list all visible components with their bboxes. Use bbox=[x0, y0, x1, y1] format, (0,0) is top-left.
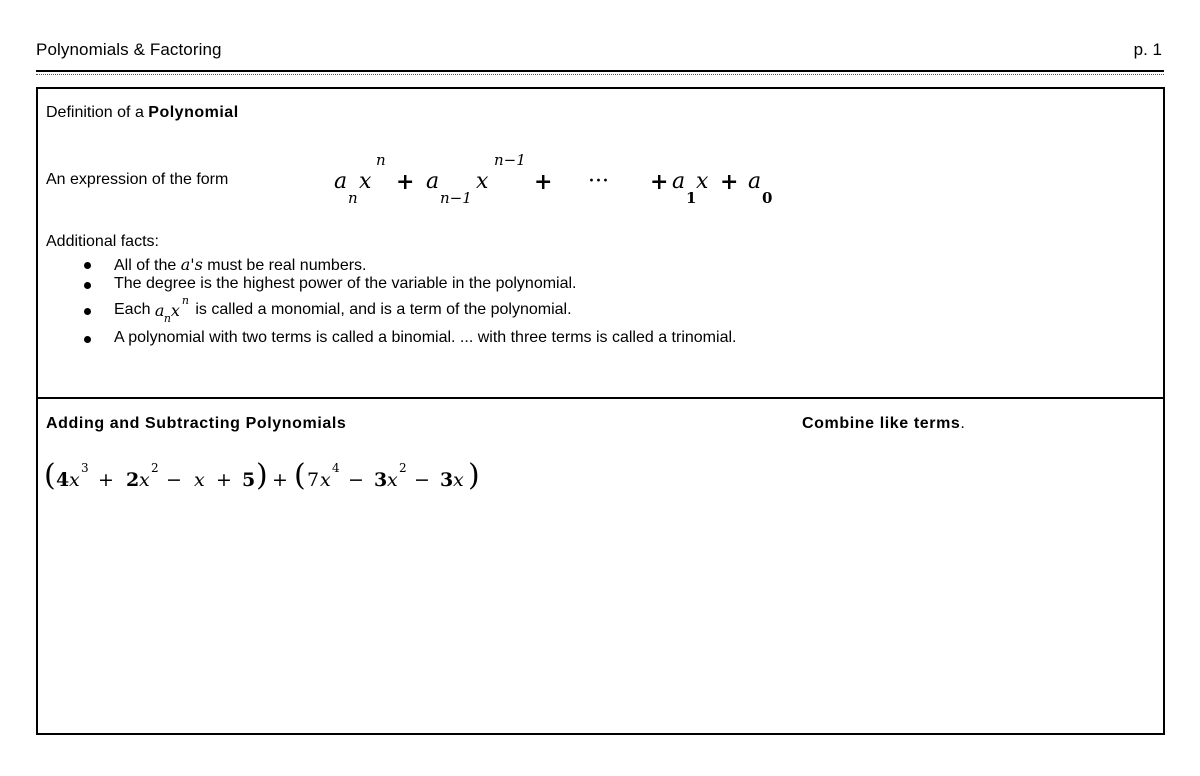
example-var: x bbox=[320, 469, 331, 491]
example-lparen-1: ( bbox=[44, 458, 56, 493]
fact-pre: All of the bbox=[114, 257, 181, 274]
formula-xn-sup: n bbox=[376, 151, 386, 169]
example-term: 3 bbox=[374, 469, 388, 491]
formula-plus-4: + bbox=[720, 169, 739, 195]
example-op: − bbox=[166, 469, 182, 491]
header-rule bbox=[36, 70, 1164, 72]
example-var: x bbox=[387, 469, 398, 491]
example-expression bbox=[44, 458, 564, 507]
page-header bbox=[36, 40, 1164, 76]
example-term: 3 bbox=[440, 469, 454, 491]
example-exp: 3 bbox=[81, 461, 89, 475]
document-title: Polynomials & Factoring bbox=[36, 40, 222, 59]
example-term: 4 bbox=[56, 469, 70, 491]
formula-xn1-x: x bbox=[476, 169, 489, 194]
definition-heading-term: Polynomial bbox=[148, 104, 239, 121]
fact-text: The degree is the highest power of the variable in the polynomial. bbox=[114, 275, 577, 292]
bullet-icon bbox=[84, 308, 91, 315]
example-var: x bbox=[69, 469, 80, 491]
example-op: + bbox=[216, 469, 232, 491]
monomial-a: a bbox=[154, 301, 165, 320]
page-number: p. 1 bbox=[1133, 40, 1162, 59]
formula-a0-sub: 0 bbox=[762, 189, 773, 207]
formula-x-final: x bbox=[696, 169, 709, 194]
combine-note-bold: Combine like terms bbox=[802, 415, 961, 432]
example-op: − bbox=[348, 469, 364, 491]
fact-text: A polynomial with two terms is called a binomial. ... with three terms is called a trinomial. bbox=[114, 329, 737, 346]
definition-heading-prefix: Definition of a bbox=[46, 104, 149, 121]
formula-plus-3: + bbox=[650, 169, 669, 195]
adding-heading: Adding and Subtracting Polynomials bbox=[46, 415, 347, 432]
formula-an1-sub: n−1 bbox=[440, 189, 472, 207]
fact-text bbox=[114, 255, 366, 275]
fact-post: is called a monomial, and is a term of the polynomial. bbox=[190, 301, 572, 318]
example-term: 7 bbox=[307, 469, 320, 491]
formula-xn1-sup: n−1 bbox=[494, 151, 526, 169]
formula-a1-a: a bbox=[672, 169, 686, 194]
example-term: 2 bbox=[126, 469, 140, 491]
example-exp: 4 bbox=[332, 461, 340, 475]
bullet-icon bbox=[84, 262, 91, 269]
formula-xn-x: x bbox=[359, 169, 372, 194]
combine-note-end: . bbox=[960, 415, 965, 432]
combine-note bbox=[802, 415, 965, 433]
formula-an-a: a bbox=[334, 169, 348, 194]
example-var: x bbox=[194, 469, 205, 491]
header-rule-secondary bbox=[36, 74, 1164, 75]
monomial-sub: n bbox=[163, 312, 172, 325]
polynomial-formula bbox=[334, 147, 794, 207]
example-var: x bbox=[453, 469, 464, 491]
fact-text bbox=[114, 294, 572, 325]
example-exp: 2 bbox=[151, 461, 159, 475]
formula-a0-a: a bbox=[748, 169, 762, 194]
formula-an1-a: a bbox=[426, 169, 440, 194]
formula-plus-2: + bbox=[534, 169, 553, 195]
fact-pre: Each bbox=[114, 301, 155, 318]
formula-plus-1: + bbox=[396, 169, 415, 195]
example-term: 5 bbox=[242, 469, 256, 491]
example-op: + bbox=[98, 469, 114, 491]
notes-box bbox=[36, 87, 1165, 735]
formula-an-sub: n bbox=[348, 189, 358, 207]
monomial-math bbox=[154, 294, 191, 325]
form-label: An expression of the form bbox=[46, 171, 229, 188]
monomial-x: x bbox=[170, 301, 180, 320]
example-var: x bbox=[139, 469, 150, 491]
example-rparen-2: ) bbox=[468, 458, 480, 493]
facts-heading: Additional facts: bbox=[46, 233, 159, 250]
example-lparen-2: ( bbox=[294, 458, 306, 493]
fact-math: a's bbox=[180, 255, 203, 274]
example-op: − bbox=[414, 469, 430, 491]
formula-dots: ··· bbox=[588, 169, 609, 194]
section-divider bbox=[38, 397, 1163, 399]
fact-post: must be real numbers. bbox=[202, 257, 367, 274]
definition-heading bbox=[46, 104, 239, 122]
formula-a1-sub: 1 bbox=[686, 189, 697, 207]
bullet-icon bbox=[84, 336, 91, 343]
monomial-sup: n bbox=[181, 294, 190, 307]
example-plus: + bbox=[272, 469, 288, 491]
example-exp: 2 bbox=[399, 461, 407, 475]
bullet-icon bbox=[84, 282, 91, 289]
example-rparen-1: ) bbox=[256, 458, 268, 493]
